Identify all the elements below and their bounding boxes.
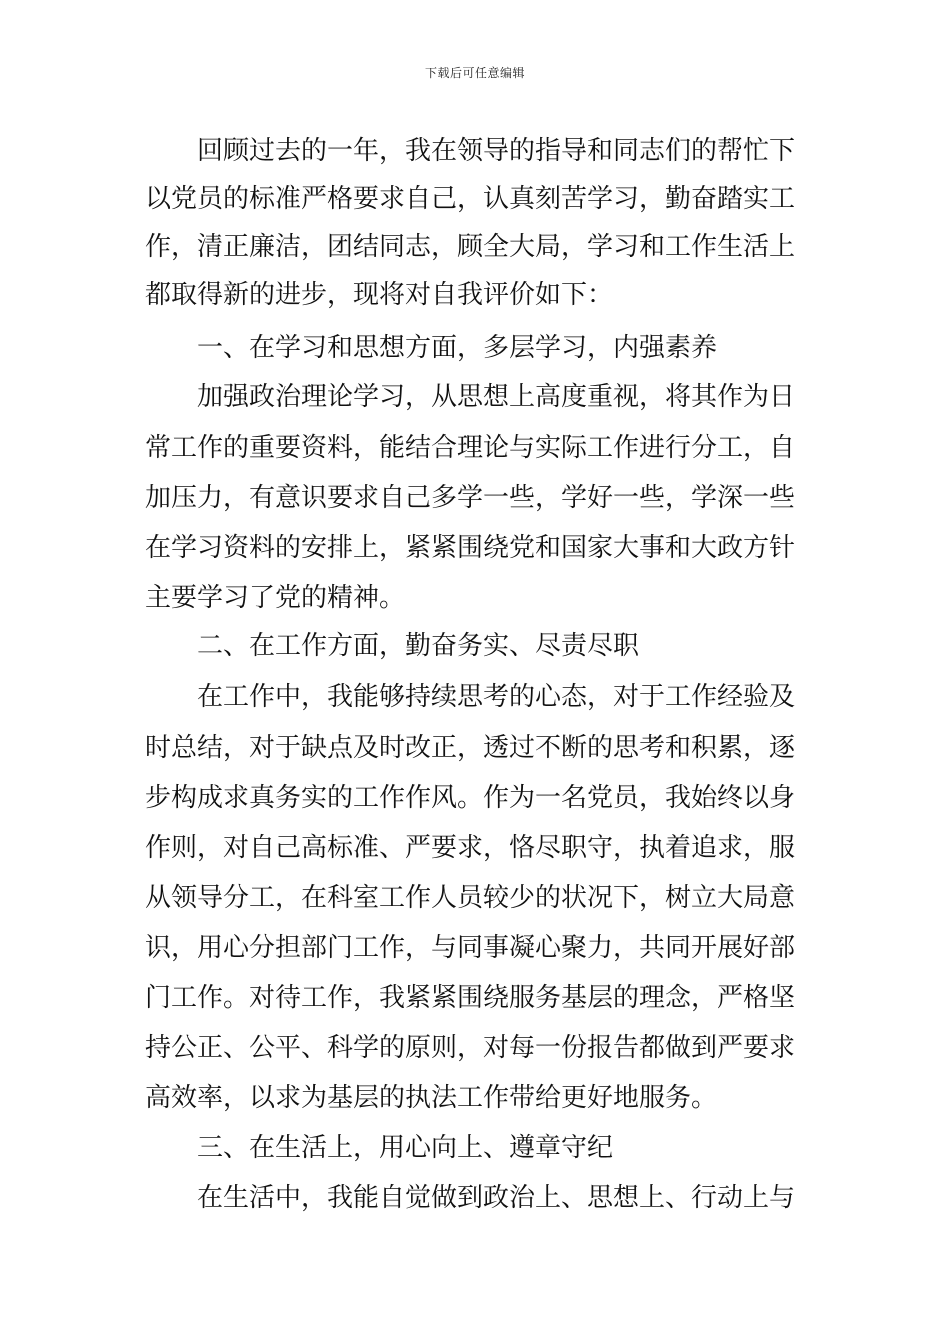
paragraph-line: 主要学习了党的精神。 bbox=[145, 583, 406, 613]
paragraph-line: 门工作。对待工作，我紧紧围绕服务基层的理念，严格坚 bbox=[145, 983, 796, 1013]
paragraph-line: 常工作的重要资料，能结合理论与实际工作进行分工，自 bbox=[145, 433, 796, 463]
paragraph-line: 都取得新的进步，现将对自我评价如下： bbox=[145, 280, 614, 310]
paragraph-line: 在学习资料的安排上，紧紧围绕党和国家大事和大政方针 bbox=[145, 533, 796, 563]
section-heading: 二、在工作方面，勤奋务实、尽责尽职 bbox=[197, 631, 640, 661]
section-heading: 一、在学习和思想方面，多层学习，内强素养 bbox=[197, 333, 718, 363]
paragraph-line: 加压力，有意识要求自己多学一些，学好一些，学深一些 bbox=[145, 483, 796, 513]
page-header: 下载后可任意编辑 bbox=[424, 66, 525, 80]
paragraph-line: 以党员的标准严格要求自己，认真刻苦学习，勤奋踏实工 bbox=[145, 184, 796, 214]
paragraph-line: 持公正、公平、科学的原则，对每一份报告都做到严要求 bbox=[145, 1033, 796, 1063]
section-heading: 三、在生活上，用心向上、遵章守纪 bbox=[197, 1133, 614, 1163]
paragraph-line: 作则，对自己高标准、严要求，恪尽职守，执着追求，服 bbox=[145, 833, 796, 863]
paragraph-line: 识，用心分担部门工作，与同事凝心聚力，共同开展好部 bbox=[145, 933, 796, 963]
paragraph-line: 高效率，以求为基层的执法工作带给更好地服务。 bbox=[145, 1083, 718, 1113]
paragraph-line: 从领导分工，在科室工作人员较少的状况下，树立大局意 bbox=[145, 883, 796, 913]
paragraph-line: 步构成求真务实的工作作风。作为一名党员，我始终以身 bbox=[145, 783, 796, 813]
paragraph-line: 时总结，对于缺点及时改正，透过不断的思考和积累，逐 bbox=[145, 733, 796, 763]
paragraph-line: 加强政治理论学习，从思想上高度重视，将其作为日 bbox=[197, 382, 796, 412]
paragraph-line: 在工作中，我能够持续思考的心态，对于工作经验及 bbox=[197, 682, 796, 712]
paragraph-line: 回顾过去的一年，我在领导的指导和同志们的帮忙下 bbox=[197, 136, 796, 166]
paragraph-line: 作，清正廉洁，团结同志，顾全大局，学习和工作生活上 bbox=[145, 232, 796, 262]
paragraph-line: 在生活中，我能自觉做到政治上、思想上、行动上与 bbox=[197, 1183, 796, 1213]
